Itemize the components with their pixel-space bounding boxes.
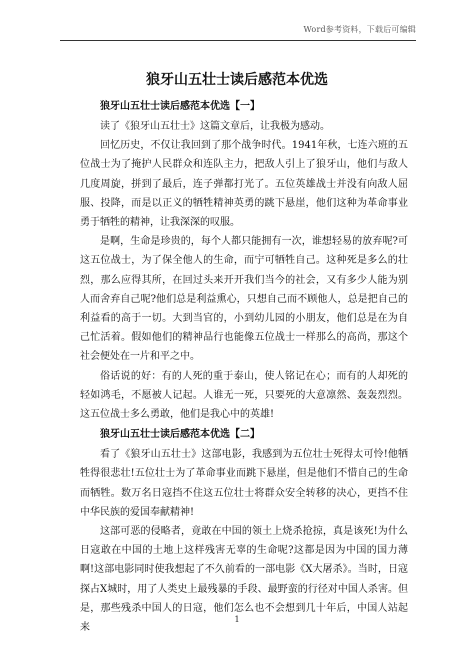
section-1 xyxy=(80,96,408,424)
document-title: 狼牙山五壮士读后感范本优选 xyxy=(146,72,328,88)
document-body xyxy=(80,96,408,637)
section-heading: 狼牙山五壮士读后感范本优选【一】 xyxy=(100,101,260,112)
paragraph: 回忆历史，不仅让我回到了那个战争时代。1941年秋，七连六班的五位战士为了掩护人民群众和连队主力，把敌人引上了狼牙山，他们与敌人几度周旋，拼到了最后，连子弹都打光了。五位英雄战士并没有向敌人屈服、投降，而是以正义的牺牲精神英勇的跳下悬崖，他们这种为革命事业勇于牺牲的精神，让我深深的叹服。 xyxy=(80,140,408,229)
header-divider xyxy=(60,40,416,41)
section-2 xyxy=(80,424,408,637)
page-number: 1 xyxy=(234,615,240,624)
paragraph: 俗话说的好：有的人死的重于泰山，使人铭记在心；而有的人却死的轻如鸿毛，不愿被人记起。人谁无一死，只要死的大意凛然、轰轰烈烈。这五位战士多么勇敢，他们是我心中的英雄! xyxy=(80,370,408,421)
paragraph: 读了《狼牙山五壮士》这篇文章后，让我极为感动。 xyxy=(100,121,330,132)
header-note: Word参考资料，下载后可编辑 xyxy=(303,25,416,34)
paragraph: 是啊，生命是珍贵的，每个人都只能拥有一次，谁想轻易的放弃呢?可这五位战士，为了保全他人的生命，而宁可牺牲自己。这种死是多么的壮烈，那么应得其所，在回过头来开开我们当今的社会，又有多少人能为别人而舍弃自己呢?他们总是利益熏心，只想自己而不顾他人，总是把自己的利益看的高于一切。大到当官的，小到幼儿园的小朋友，他们总是在为自己忙活着。假如他们的精神品行也能像五位战士一样那么的高尚，那这个社会便处在一片和平之中。 xyxy=(80,236,408,363)
section-heading: 狼牙山五壮士读后感范本优选【二】 xyxy=(100,429,260,441)
paragraph: 这部可恶的侵略者，竟敢在中国的领土上烧杀抢掠，真是该死!为什么日寇敢在中国的土地上这样残害无辜的生命呢?这都是因为中国的国力薄啊!这部电影同时使我想起了不久前看的一部电影《X大屠杀》。当时，日寇探占X城时，用了人类史上最残暴的手段、最野蛮的行径对中国人杀害。但是，那些残杀中国人的日寇，他们怎么也不会想到几十年后，中国人站起来 xyxy=(80,526,408,634)
paragraph: 看了《狼牙山五壮士》这部电影，我感到为五位壮士死得太可怜!他牺牲得很悲壮!五位壮士为了革命事业而跳下悬崖，但是他们不惜自己的生命而牺牲。数万名日寇挡不住这五位壮士将群众安全转移的决心，更挡不住中华民族的爱国奉献精神! xyxy=(80,449,408,518)
